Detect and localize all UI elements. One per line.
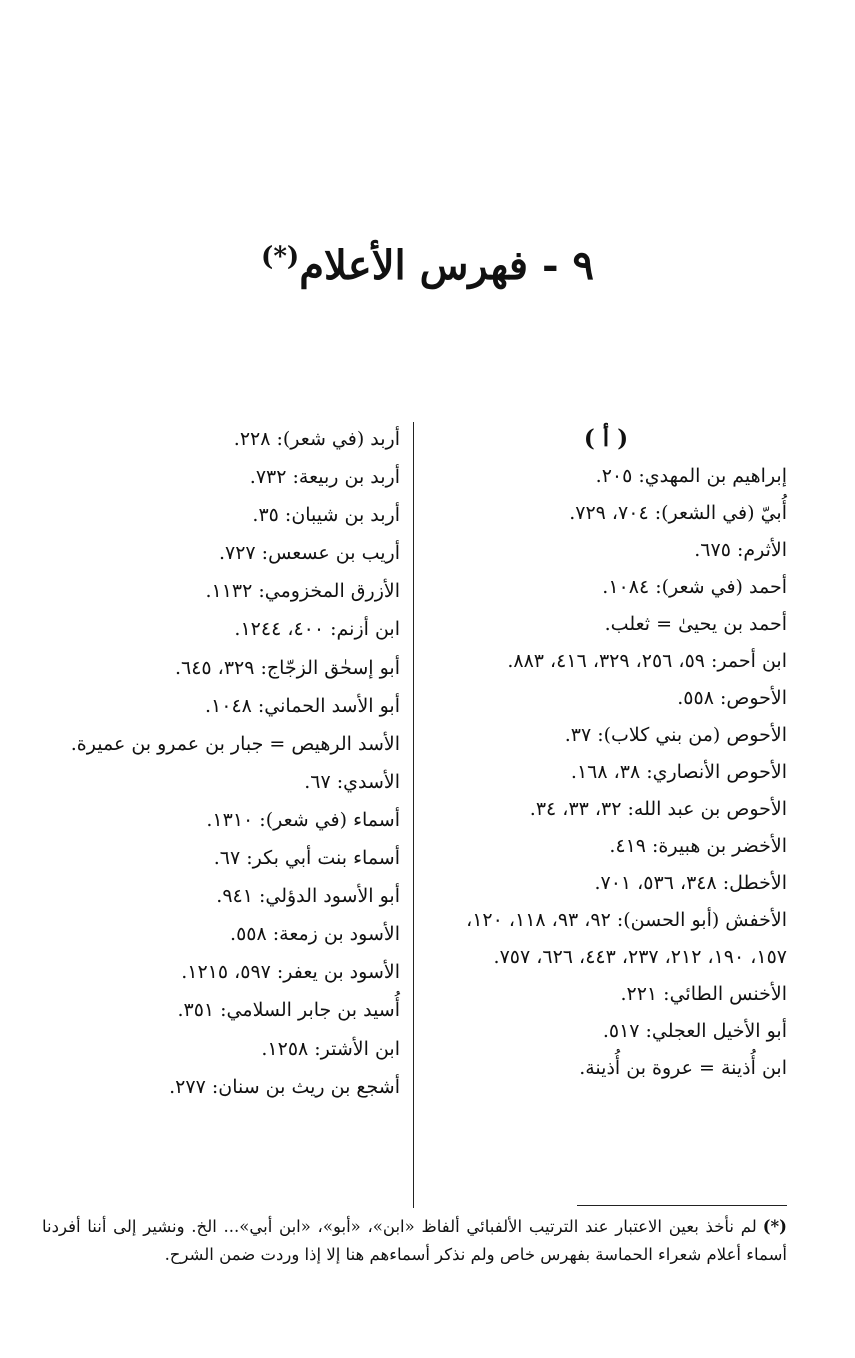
footnote-separator — [577, 1205, 787, 1206]
index-entry: ابن أزنم: ٤٠٠، ١٢٤٤. — [234, 618, 400, 641]
index-entry: أبو الأسد الحماني: ١٠٤٨. — [204, 694, 400, 717]
index-entry: أُبيّ (في الشعر): ٧٠٤، ٧٢٩. — [569, 502, 787, 524]
index-entry: ابن الأشتر: ١٢٥٨. — [261, 1037, 400, 1060]
footnote-marker: (*) — [762, 1217, 787, 1236]
footnote — [42, 1213, 787, 1269]
index-entry: أحمد بن يحيىٰ = ثعلب. — [604, 613, 787, 635]
index-entry: الأخنس الطائي: ٢٢١. — [620, 983, 787, 1005]
index-entry: أشجع بن ريث بن سنان: ٢٧٧. — [169, 1075, 400, 1098]
index-entry: أُسيد بن جابر السلامي: ٣٥١. — [177, 999, 400, 1022]
index-entry: الأحوص (من بني كلاب): ٣٧. — [564, 724, 787, 746]
index-entry: الأسود بن زمعة: ٥٥٨. — [230, 923, 400, 946]
index-entry: ابن أحمر: ٥٩، ٢٥٦، ٣٢٩، ٤١٦، ٨٨٣. — [507, 650, 787, 672]
index-entry: الأخفش (أبو الحسن): ٩٢، ٩٣، ١١٨، ١٢٠، ١٥٧، ١٩٠، ٢١٢، ٢٣٧، ٤٤٣، ٦٢٦، ٧٥٧. — [466, 909, 787, 968]
index-entry: أربد بن شيبان: ٣٥. — [252, 504, 400, 527]
index-entry: أربد بن ربيعة: ٧٣٢. — [249, 466, 400, 489]
index-entry: الأسد الرهيص = جبار بن عمرو بن عميرة. — [70, 732, 400, 755]
index-entry: الأخطل: ٣٤٨، ٥٣٦، ٧٠١. — [594, 872, 787, 894]
index-entry: أحمد (في شعر): ١٠٨٤. — [602, 576, 787, 598]
index-entry: الأحوص بن عبد الله: ٣٢، ٣٣، ٣٤. — [529, 798, 787, 820]
index-entry: أسماء (في شعر): ١٣١٠. — [206, 808, 400, 831]
index-entry: أبو إسحٰق الزجّاج: ٣٢٩، ٦٤٥. — [174, 656, 400, 679]
index-entry: الأثرم: ٦٧٥. — [694, 539, 787, 561]
index-entry: أبو الأخيل العجلي: ٥١٧. — [602, 1020, 787, 1042]
letter-heading: ( أ ) — [583, 425, 629, 452]
index-entry: الأزرق المخزومي: ١١٣٢. — [205, 580, 400, 603]
column-divider — [413, 422, 414, 1208]
index-entry: أريب بن عسعس: ٧٢٧. — [218, 542, 400, 565]
footnote-text: لم نأخذ بعين الاعتبار عند الترتيب الألفبائي ألفاظ «ابن»، «أبو»، «ابن أبي»... الخ. ونشير إلى أننا أفردنا أسماء أعلام شعراء الحماسة بفهرس خاص ولم نذكر أسماءهم هنا إلا إذا وردت ضمن الشرح. — [42, 1217, 787, 1264]
index-entry: أبو الأسود الدؤلي: ٩٤١. — [216, 885, 400, 908]
index-entry: أربد (في شعر): ٢٢٨. — [233, 428, 400, 450]
index-entry: الأحوص: ٥٥٨. — [677, 687, 787, 709]
index-entry: الأسدي: ٦٧. — [304, 770, 400, 793]
page-title-text: ٩ - فهرس الأعلام — [299, 242, 594, 289]
page-title — [0, 238, 855, 294]
index-column-right — [425, 420, 787, 1087]
index-entry: الأسود بن يعفر: ٥٩٧، ١٢١٥. — [181, 961, 400, 984]
index-entry: الأحوص الأنصاري: ٣٨، ١٦٨. — [570, 761, 787, 783]
index-entry: أسماء بنت أبي بكر: ٦٧. — [213, 847, 400, 870]
index-column-left — [30, 420, 400, 1106]
index-entry: إبراهيم بن المهدي: ٢٠٥. — [595, 465, 787, 487]
index-entry: الأخضر بن هبيرة: ٤١٩. — [609, 835, 787, 857]
index-entry: ابن أُذينة = عروة بن أُذينة. — [579, 1057, 787, 1079]
title-footnote-marker: (*) — [261, 242, 300, 272]
